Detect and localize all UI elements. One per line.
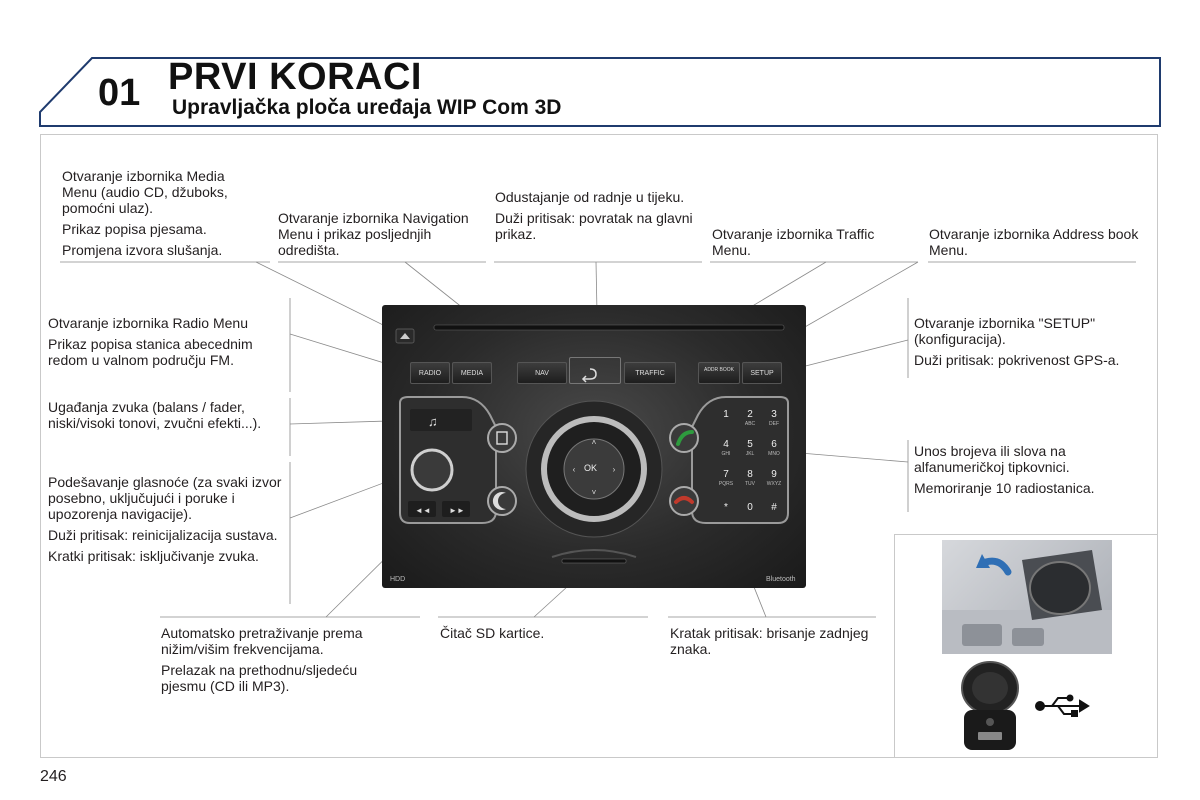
svg-text:˄: ˄ bbox=[591, 438, 597, 447]
key-7[interactable] bbox=[716, 469, 736, 489]
key-8[interactable] bbox=[740, 469, 760, 489]
annotation-text: Otvaranje izbornika Media Menu (audio CD, džuboks, pomoćni ulaz). bbox=[62, 168, 228, 216]
annotation-sound bbox=[48, 399, 284, 436]
annotation-text: Otvaranje izbornika Address book Menu. bbox=[929, 226, 1139, 258]
annotation-media bbox=[62, 168, 262, 263]
key-3[interactable] bbox=[764, 409, 784, 429]
usb-port-photo bbox=[950, 658, 1030, 754]
chapter-title: PRVI KORACI bbox=[168, 56, 422, 98]
key-9[interactable] bbox=[764, 469, 784, 489]
annotation-sd bbox=[440, 625, 640, 646]
key-letters: WXYZ bbox=[766, 481, 782, 487]
svg-text:►►: ►► bbox=[449, 506, 465, 515]
key-number: # bbox=[771, 502, 777, 513]
annotation-volume bbox=[48, 474, 286, 569]
annotation-text: Duži pritisak: pokrivenost GPS-a. bbox=[914, 352, 1120, 368]
chapter-number: 01 bbox=[98, 72, 141, 114]
key-1[interactable] bbox=[716, 409, 736, 429]
ok-button[interactable]: OK bbox=[584, 463, 598, 473]
key-number: 9 bbox=[771, 469, 777, 480]
annotation-text: Kratki pritisak: isključivanje zvuka. bbox=[48, 548, 259, 564]
chapter-subtitle: Upravljačka ploča uređaja WIP Com 3D bbox=[172, 96, 562, 119]
annotation-back bbox=[495, 189, 695, 247]
annotation-text: Otvaranje izbornika "SETUP" (konfiguracija). bbox=[914, 315, 1096, 347]
annotation-text: Otvaranje izbornika Radio Menu bbox=[48, 315, 248, 331]
annotation-radio bbox=[48, 315, 288, 373]
eject-icon[interactable] bbox=[396, 329, 414, 343]
sd-card-slot[interactable] bbox=[562, 559, 626, 563]
annotation-traffic bbox=[712, 226, 912, 263]
key-2[interactable] bbox=[740, 409, 760, 429]
annotation-text: Unos brojeva ili slova na alfanumeričkoj tipkovnici. bbox=[914, 443, 1070, 475]
svg-text:‹: ‹ bbox=[572, 465, 576, 474]
annotation-text: Prelazak na prethodnu/sljedeću pjesmu (CD ili MP3). bbox=[161, 662, 358, 694]
key-letters: PQRS bbox=[718, 481, 734, 487]
annotation-text: Podešavanje glasnoće (za svaki izvor posebno, uključujući i poruke i upozorenja navigacije). bbox=[48, 474, 282, 522]
usb-cover-photo bbox=[942, 540, 1112, 654]
annotation-keypad bbox=[914, 443, 1150, 501]
address-book-button[interactable]: ADDR BOOK bbox=[698, 362, 740, 384]
annotation-text: Odustajanje od radnje u tijeku. bbox=[495, 189, 685, 205]
annotation-address bbox=[929, 226, 1139, 263]
back-button[interactable] bbox=[569, 357, 621, 384]
usb-icon bbox=[1034, 692, 1092, 720]
annotation-text: Duži pritisak: reinicijalizacija sustava. bbox=[48, 527, 278, 543]
key-number: * bbox=[724, 502, 728, 513]
key-letters: DEF bbox=[769, 421, 779, 427]
key-star[interactable] bbox=[716, 502, 736, 522]
annotation-text: Automatsko pretraživanje prema nižim/višim frekvencijama. bbox=[161, 625, 363, 657]
annotation-star bbox=[670, 625, 870, 662]
volume-knob[interactable] bbox=[412, 450, 452, 490]
bluetooth-label: Bluetooth bbox=[766, 576, 796, 583]
key-number: 1 bbox=[723, 409, 729, 420]
key-number: 3 bbox=[771, 409, 777, 420]
usb-cover-illustration bbox=[942, 540, 1112, 654]
annotation-text: Ugađanja zvuka (balans / fader, niski/visoki tonovi, zvučni efekti...). bbox=[48, 399, 262, 431]
key-letters: GHI bbox=[721, 451, 731, 457]
annotation-text: Otvaranje izbornika Traffic Menu. bbox=[712, 226, 875, 258]
annotation-seek bbox=[161, 625, 401, 699]
svg-text:◄◄: ◄◄ bbox=[415, 506, 431, 515]
traffic-button[interactable]: TRAFFIC bbox=[624, 362, 676, 384]
svg-text:˅: ˅ bbox=[591, 488, 597, 497]
annotation-text: Promjena izvora slušanja. bbox=[62, 242, 223, 258]
radio-button[interactable]: RADIO bbox=[410, 362, 450, 384]
radio-panel bbox=[382, 305, 806, 588]
key-number: 8 bbox=[747, 469, 753, 480]
svg-text:›: › bbox=[612, 465, 616, 474]
key-number: 0 bbox=[747, 502, 753, 513]
key-number: 5 bbox=[747, 439, 753, 450]
annotation-setup bbox=[914, 315, 1154, 373]
key-0[interactable] bbox=[740, 502, 760, 522]
key-hash[interactable] bbox=[764, 502, 784, 522]
key-number: 7 bbox=[723, 469, 729, 480]
page-number: 246 bbox=[40, 768, 67, 785]
music-note-icon[interactable] bbox=[428, 414, 438, 429]
key-letters: MNO bbox=[768, 451, 780, 457]
annotation-text: Prikaz popisa stanica abecednim redom u valnom području FM. bbox=[48, 336, 253, 368]
key-number: 6 bbox=[771, 439, 777, 450]
key-letters: TUV bbox=[745, 481, 755, 487]
key-letters: JKL bbox=[745, 451, 755, 457]
annotation-text: Memoriranje 10 radiostanica. bbox=[914, 480, 1095, 496]
key-4[interactable] bbox=[716, 439, 736, 459]
key-5[interactable] bbox=[740, 439, 760, 459]
annotation-text: Otvaranje izbornika Navigation Menu i prikaz posljednjih odredišta. bbox=[278, 210, 469, 258]
annotation-nav bbox=[278, 210, 478, 263]
nav-button[interactable]: NAV bbox=[517, 362, 567, 384]
annotation-text: Kratak pritisak: brisanje zadnjeg znaka. bbox=[670, 625, 869, 657]
key-6[interactable] bbox=[764, 439, 784, 459]
annotation-text: Prikaz popisa pjesama. bbox=[62, 221, 207, 237]
media-button[interactable]: MEDIA bbox=[452, 362, 492, 384]
setup-button[interactable]: SETUP bbox=[742, 362, 782, 384]
hdd-label: HDD bbox=[390, 576, 406, 583]
annotation-text: Duži pritisak: povratak na glavni prikaz. bbox=[495, 210, 693, 242]
key-number: 2 bbox=[747, 409, 753, 420]
key-letters: ABC bbox=[744, 421, 756, 427]
annotation-text: Čitač SD kartice. bbox=[440, 625, 545, 641]
key-number: 4 bbox=[723, 439, 729, 450]
svg-text:♫: ♫ bbox=[428, 414, 438, 429]
